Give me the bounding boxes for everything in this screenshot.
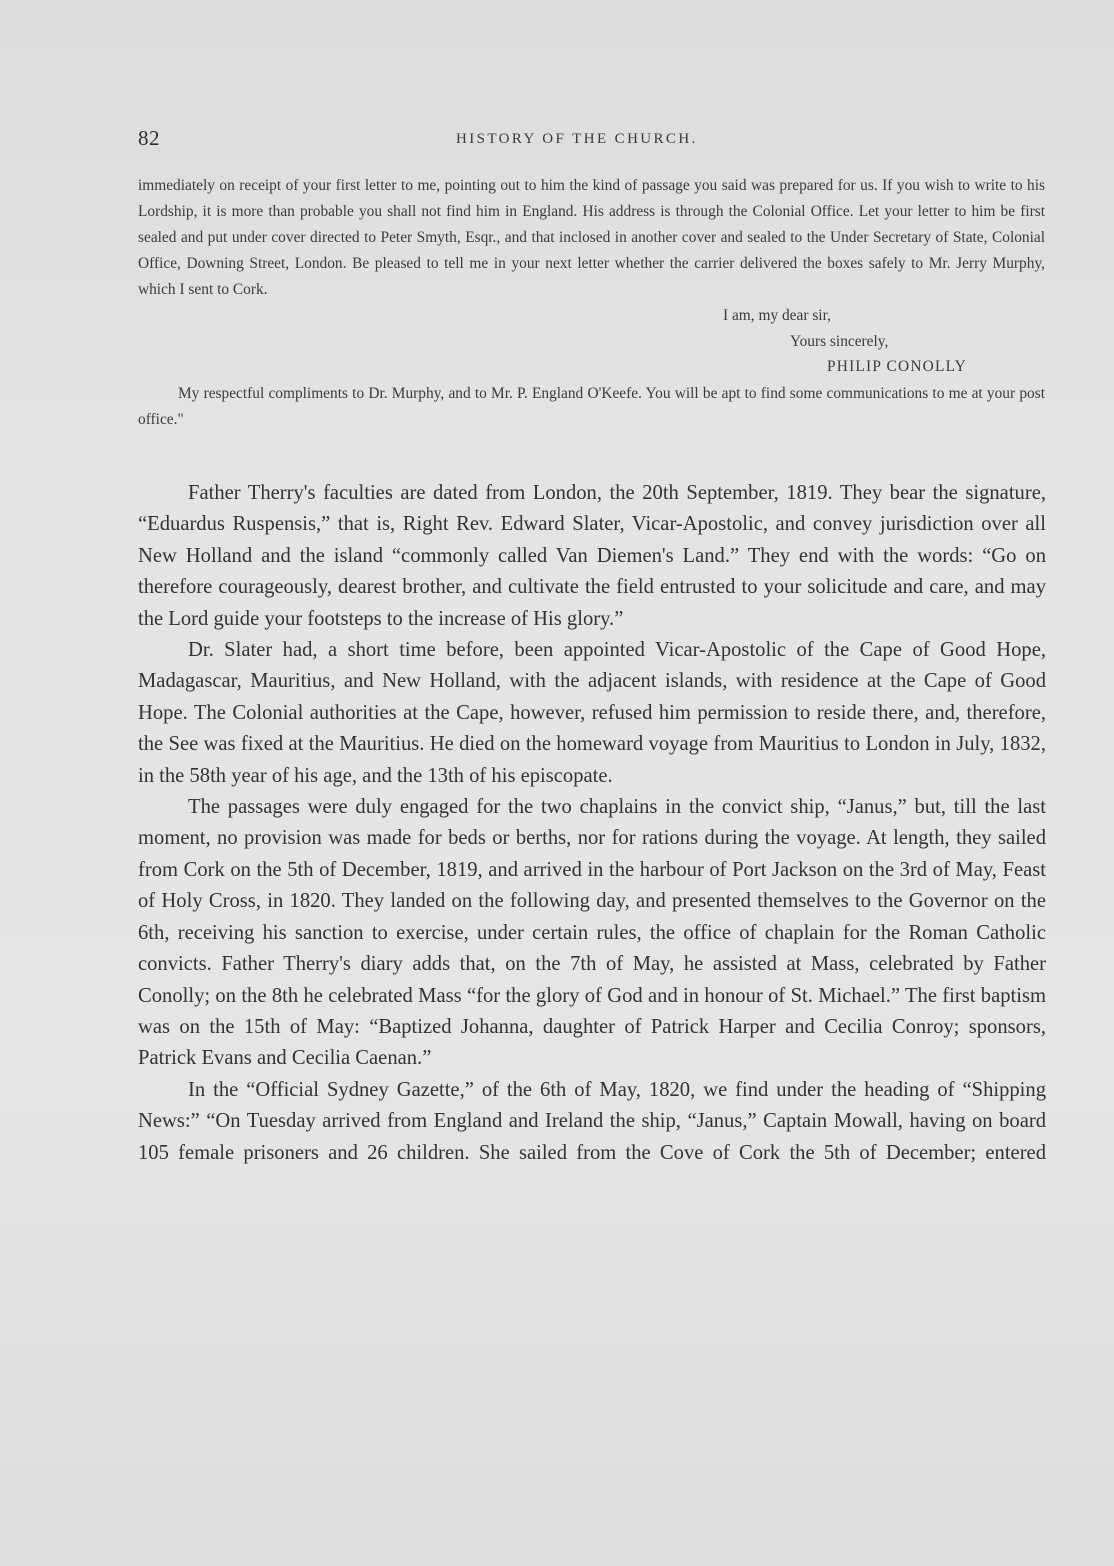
body-paragraph-3: The passages were duly engaged for the two chaplains in the convict ship, “Janus,” but, till the last moment, no provision was made for beds or berths, nor for rations during the voyage. At length, they sailed from Cork on the 5th of December, 1819, and arrived in the harbour of Port Jackson on the 3rd of May, Feast of Holy Cross, in 1820. They landed on the following day, and presented themselves to the Governor on the 6th, receiving his sanction to exercise, under certain rules, the office of chaplain for the Roman Catholic convicts. Father Therry's diary adds that, on the 7th of May, he assisted at Mass, celebrated by Father Conolly; on the 8th he celebrated Mass “for the glory of God and in honour of St. Michael.” The first baptism was on the 15th of May: “Baptized Johanna, daughter of Patrick Harper and Cecilia Conroy; sponsors, Patrick Evans and Cecilia Caenan.”: [138, 796, 1046, 1070]
page-header: [138, 126, 1048, 156]
letter-closing: [138, 303, 1045, 381]
body-paragraph-1: Father Therry's faculties are dated from London, the 20th September, 1819. They bear the signature, “Eduardus Ruspensis,” that is, Right Rev. Edward Slater, Vicar-Apostolic, and convey jurisdiction over all New Holland and the island “commonly called Van Diemen's Land.” They end with the words: “Go on therefore courageously, dearest brother, and cultivate the field entrusted to your solicitude and care, and may the Lord guide your footsteps to the increase of His glory.”: [138, 482, 1046, 630]
quoted-letter: [138, 173, 1045, 433]
letter-valediction: Yours sincerely,: [790, 333, 889, 350]
body-text: [138, 478, 1046, 1169]
letter-signature: PHILIP CONOLLY: [827, 358, 967, 375]
letter-postscript: My respectful compliments to Dr. Murphy, and to Mr. P. England O'Keefe. You will be apt to find some communications to me at your post office.": [138, 385, 1045, 428]
body-paragraph-2: Dr. Slater had, a short time before, been appointed Vicar-Apostolic of the Cape of Good Hope, Madagascar, Mauritius, and New Holland, with the adjacent islands, with residence at the Cape of Good Hope. The Colonial authorities at the Cape, however, refused him permission to reside there, and, therefore, the See was fixed at the Mauritius. He died on the homeward voyage from Mauritius to London in July, 1832, in the 58th year of his age, and the 13th of his episcopate.: [138, 639, 1046, 787]
body-paragraph-4: In the “Official Sydney Gazette,” of the 6th of May, 1820, we find under the heading of “Shipping News:” “On Tuesday arrived from England and Ireland the ship, “Janus,” Captain Mowall, having on board 105 female prisoners and 26 children. She sailed from the Cove of Cork the 5th of December; entered: [138, 1078, 1046, 1164]
running-head: HISTORY OF THE CHURCH.: [456, 131, 698, 147]
page-number: 82: [138, 126, 160, 150]
letter-salutation: I am, my dear sir,: [723, 307, 831, 324]
letter-paragraph: immediately on receipt of your first letter to me, pointing out to him the kind of passage you said was prepared for us. If you wish to write to his Lordship, it is more than probable you shall not find him in England. His address is through the Colonial Office. Let your letter to him be first sealed and put under cover directed to Peter Smyth, Esqr., and that inclosed in another cover and sealed to the Under Secretary of State, Colonial Office, Downing Street, London. Be pleased to tell me in your next letter whether the carrier delivered the boxes safely to Mr. Jerry Murphy, which I sent to Cork.: [138, 177, 1045, 298]
